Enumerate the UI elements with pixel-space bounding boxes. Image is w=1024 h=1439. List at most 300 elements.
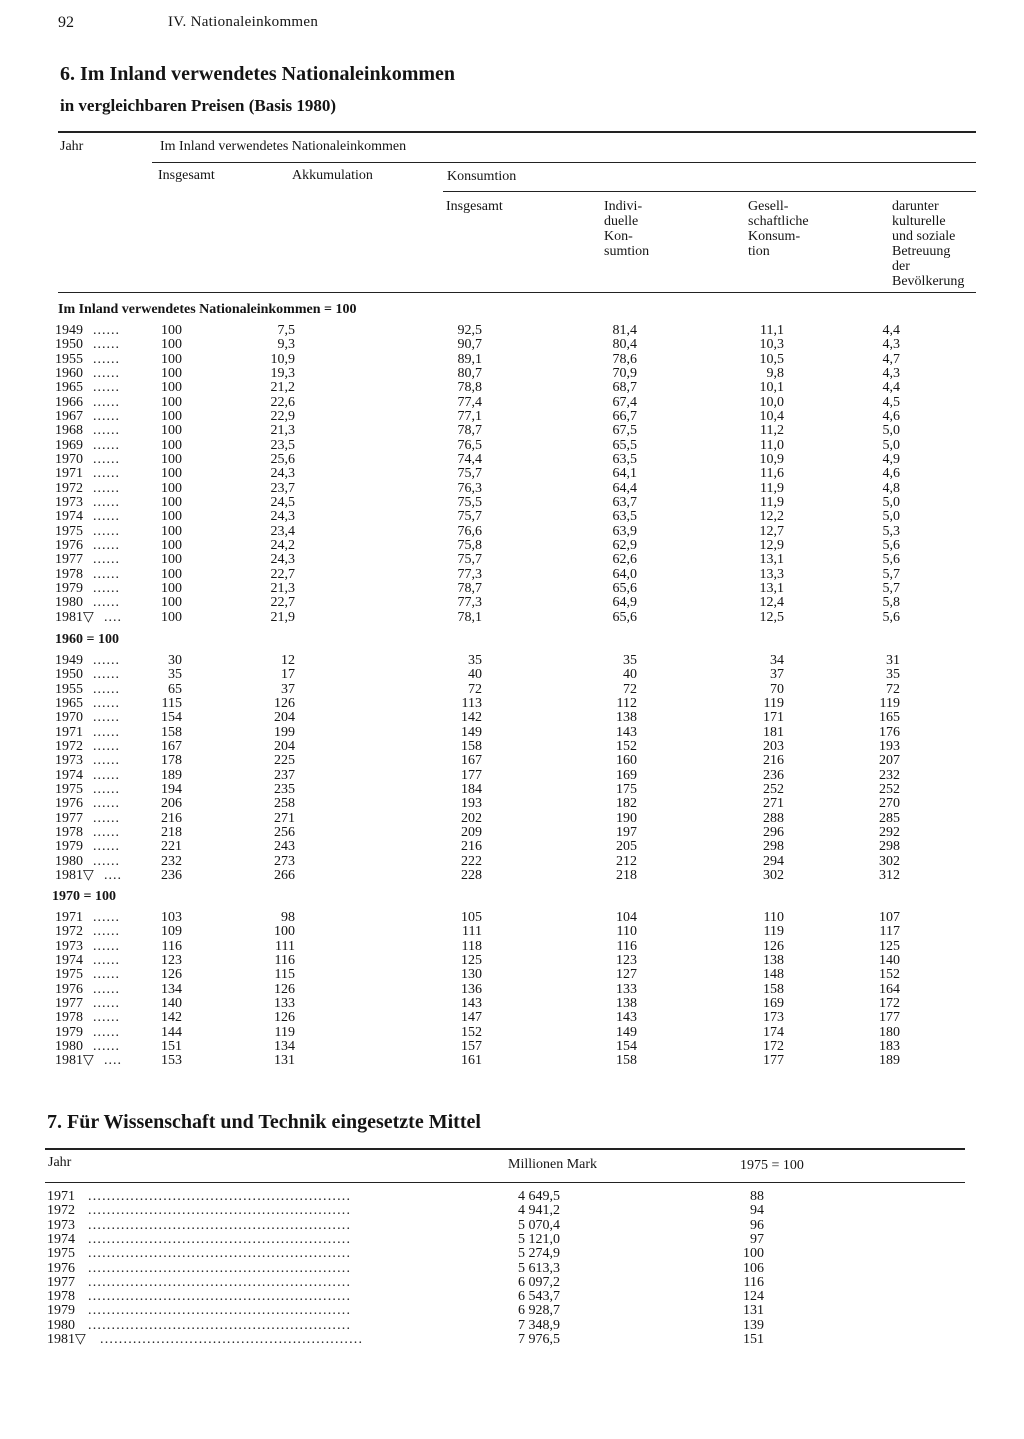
leader-dots: ........................................................ bbox=[88, 1275, 352, 1290]
darunter-cell: 5,0 bbox=[882, 509, 900, 525]
year-cell: 1960 bbox=[55, 365, 83, 381]
akkumulation-cell: 24,2 bbox=[270, 537, 295, 553]
gesellschaftliche-cell: 126 bbox=[763, 938, 784, 954]
year-cell: 1972 bbox=[55, 480, 83, 496]
leader-dots: ........................................................ bbox=[88, 1204, 352, 1219]
leader-dots: ........................................................ bbox=[88, 1232, 352, 1247]
header-darunter: darunter kulturelle und soziale Betreuung der Bevölkerung bbox=[892, 199, 965, 289]
insgesamt-cell: 100 bbox=[161, 552, 182, 568]
darunter-cell: 107 bbox=[879, 910, 900, 925]
index-cell: 124 bbox=[743, 1289, 764, 1305]
darunter-cell: 4,6 bbox=[882, 408, 900, 424]
gesellschaftliche-cell: 302 bbox=[763, 867, 784, 883]
akkumulation-cell: 23,7 bbox=[270, 480, 295, 496]
insgesamt-cell: 178 bbox=[161, 753, 182, 769]
konsumtion-insgesamt-cell: 40 bbox=[468, 667, 482, 683]
akkumulation-cell: 237 bbox=[274, 767, 295, 783]
darunter-cell: 5,7 bbox=[882, 580, 900, 596]
table-row bbox=[0, 783, 1024, 797]
leader-dots: ...... bbox=[93, 952, 120, 968]
konsumtion-insgesamt-cell: 143 bbox=[461, 995, 482, 1011]
year-cell: 1974 bbox=[55, 767, 83, 783]
insgesamt-cell: 134 bbox=[161, 981, 182, 997]
gesellschaftliche-cell: 174 bbox=[763, 1024, 784, 1040]
gesellschaftliche-cell: 148 bbox=[763, 967, 784, 983]
leader-dots: ...... bbox=[93, 365, 120, 381]
akkumulation-cell: 98 bbox=[281, 910, 295, 925]
table-row bbox=[0, 467, 1024, 481]
year-cell: 1965 bbox=[55, 380, 83, 396]
darunter-cell: 165 bbox=[879, 710, 900, 726]
darunter-cell: 119 bbox=[879, 695, 900, 711]
millionen-mark-cell: 5 613,3 bbox=[518, 1260, 560, 1276]
leader-dots: ........................................................ bbox=[88, 1247, 352, 1262]
leader-dots: ...... bbox=[93, 566, 120, 582]
index-cell: 116 bbox=[743, 1274, 764, 1290]
leader-dots: ........................................................ bbox=[88, 1290, 352, 1305]
header-jahr: Jahr bbox=[60, 139, 84, 154]
year-cell: 1980 bbox=[47, 1317, 75, 1333]
year-cell: 1978 bbox=[55, 824, 83, 840]
insgesamt-cell: 100 bbox=[161, 408, 182, 424]
leader-dots: ...... bbox=[93, 595, 120, 611]
gesellschaftliche-cell: 11,2 bbox=[760, 423, 784, 439]
akkumulation-cell: 119 bbox=[274, 1024, 295, 1040]
darunter-cell: 5,6 bbox=[882, 609, 900, 625]
gesellschaftliche-cell: 13,1 bbox=[759, 552, 784, 568]
konsumtion-insgesamt-cell: 157 bbox=[461, 1038, 482, 1054]
year-cell: 1980 bbox=[55, 1038, 83, 1054]
akkumulation-cell: 116 bbox=[274, 952, 295, 968]
insgesamt-cell: 158 bbox=[161, 724, 182, 740]
individuelle-cell: 78,6 bbox=[612, 351, 637, 367]
darunter-cell: 4,6 bbox=[882, 466, 900, 482]
individuelle-cell: 218 bbox=[616, 867, 637, 883]
konsumtion-insgesamt-cell: 136 bbox=[461, 981, 482, 997]
leader-dots: ...... bbox=[93, 710, 120, 726]
insgesamt-cell: 123 bbox=[161, 952, 182, 968]
akkumulation-cell: 199 bbox=[274, 724, 295, 740]
table-row bbox=[0, 1290, 1024, 1304]
individuelle-cell: 182 bbox=[616, 796, 637, 812]
individuelle-cell: 205 bbox=[616, 839, 637, 855]
section-label: 1970 = 100 bbox=[52, 889, 116, 904]
konsumtion-insgesamt-cell: 177 bbox=[461, 767, 482, 783]
darunter-cell: 5,0 bbox=[882, 423, 900, 439]
gesellschaftliche-cell: 34 bbox=[770, 653, 784, 668]
gesellschaftliche-cell: 177 bbox=[763, 1053, 784, 1069]
darunter-cell: 164 bbox=[879, 981, 900, 997]
leader-dots: ...... bbox=[93, 408, 120, 424]
individuelle-cell: 143 bbox=[616, 724, 637, 740]
insgesamt-cell: 218 bbox=[161, 824, 182, 840]
leader-dots: ...... bbox=[93, 437, 120, 453]
year-cell: 1971 bbox=[47, 1189, 75, 1204]
konsumtion-insgesamt-cell: 80,7 bbox=[457, 365, 482, 381]
table-row bbox=[0, 439, 1024, 453]
akkumulation-cell: 133 bbox=[274, 995, 295, 1011]
gesellschaftliche-cell: 13,3 bbox=[759, 566, 784, 582]
darunter-cell: 5,7 bbox=[882, 566, 900, 582]
year-cell: 1979 bbox=[55, 839, 83, 855]
page-number: 92 bbox=[58, 14, 74, 31]
leader-dots: ...... bbox=[93, 767, 120, 783]
individuelle-cell: 116 bbox=[616, 938, 637, 954]
table-row bbox=[0, 525, 1024, 539]
akkumulation-cell: 21,3 bbox=[270, 423, 295, 439]
year-cell: 1974 bbox=[55, 509, 83, 525]
akkumulation-cell: 126 bbox=[274, 1010, 295, 1026]
header-konsumtion-insgesamt: Insgesamt bbox=[446, 199, 503, 214]
year-cell: 1980 bbox=[55, 853, 83, 869]
leader-dots: ...... bbox=[93, 724, 120, 740]
individuelle-cell: 175 bbox=[616, 781, 637, 797]
konsumtion-insgesamt-cell: 77,3 bbox=[457, 595, 482, 611]
year-cell: 1977 bbox=[47, 1274, 75, 1290]
darunter-cell: 5,6 bbox=[882, 537, 900, 553]
akkumulation-cell: 235 bbox=[274, 781, 295, 797]
darunter-cell: 4,4 bbox=[882, 380, 900, 396]
individuelle-cell: 127 bbox=[616, 967, 637, 983]
index-cell: 151 bbox=[743, 1332, 764, 1347]
gesellschaftliche-cell: 10,3 bbox=[759, 337, 784, 353]
individuelle-cell: 63,7 bbox=[612, 494, 637, 510]
insgesamt-cell: 100 bbox=[161, 365, 182, 381]
darunter-cell: 189 bbox=[879, 1053, 900, 1069]
darunter-cell: 140 bbox=[879, 952, 900, 968]
table7-header-index: 1975 = 100 bbox=[740, 1158, 804, 1173]
table7-title: 7. Für Wissenschaft und Technik eingesetzte Mittel bbox=[47, 1111, 481, 1133]
gesellschaftliche-cell: 172 bbox=[763, 1038, 784, 1054]
leader-dots: ...... bbox=[93, 667, 120, 683]
akkumulation-cell: 115 bbox=[274, 967, 295, 983]
insgesamt-cell: 100 bbox=[161, 323, 182, 338]
table-row bbox=[0, 381, 1024, 395]
individuelle-cell: 154 bbox=[616, 1038, 637, 1054]
year-cell: 1975 bbox=[55, 781, 83, 797]
darunter-cell: 152 bbox=[879, 967, 900, 983]
insgesamt-cell: 100 bbox=[161, 509, 182, 525]
insgesamt-cell: 100 bbox=[161, 423, 182, 439]
akkumulation-cell: 22,7 bbox=[270, 595, 295, 611]
individuelle-cell: 67,4 bbox=[612, 394, 637, 410]
table6-top-rule bbox=[58, 131, 976, 133]
year-cell: 1955 bbox=[55, 351, 83, 367]
table-row bbox=[0, 911, 1024, 925]
year-cell: 1976 bbox=[55, 537, 83, 553]
darunter-cell: 270 bbox=[879, 796, 900, 812]
individuelle-cell: 64,9 bbox=[612, 595, 637, 611]
year-cell: 1976 bbox=[55, 981, 83, 997]
year-cell: 1950 bbox=[55, 337, 83, 353]
individuelle-cell: 65,6 bbox=[612, 580, 637, 596]
table-row bbox=[0, 954, 1024, 968]
konsumtion-insgesamt-cell: 202 bbox=[461, 810, 482, 826]
individuelle-cell: 65,6 bbox=[612, 609, 637, 625]
leader-dots: ...... bbox=[93, 323, 120, 338]
table-row bbox=[0, 324, 1024, 338]
table-row bbox=[0, 1026, 1024, 1040]
insgesamt-cell: 100 bbox=[161, 394, 182, 410]
table-row bbox=[0, 1040, 1024, 1054]
akkumulation-cell: 10,9 bbox=[270, 351, 295, 367]
konsumtion-insgesamt-cell: 222 bbox=[461, 853, 482, 869]
konsumtion-insgesamt-cell: 167 bbox=[461, 753, 482, 769]
leader-dots: ...... bbox=[93, 1024, 120, 1040]
leader-dots: .... bbox=[104, 1053, 122, 1069]
leader-dots: ...... bbox=[93, 466, 120, 482]
table-row bbox=[0, 1333, 1024, 1347]
konsumtion-insgesamt-cell: 77,3 bbox=[457, 566, 482, 582]
konsumtion-insgesamt-cell: 74,4 bbox=[457, 451, 482, 467]
darunter-cell: 172 bbox=[879, 995, 900, 1011]
year-cell: 1970 bbox=[55, 710, 83, 726]
akkumulation-cell: 17 bbox=[281, 667, 295, 683]
year-cell: 1974 bbox=[47, 1231, 75, 1247]
darunter-cell: 285 bbox=[879, 810, 900, 826]
individuelle-cell: 138 bbox=[616, 995, 637, 1011]
konsumtion-insgesamt-cell: 75,7 bbox=[457, 552, 482, 568]
darunter-cell: 207 bbox=[879, 753, 900, 769]
year-cell: 1950 bbox=[55, 667, 83, 683]
table-row bbox=[0, 1219, 1024, 1233]
individuelle-cell: 112 bbox=[616, 695, 637, 711]
table-row bbox=[0, 740, 1024, 754]
individuelle-cell: 35 bbox=[623, 653, 637, 668]
konsumtion-insgesamt-cell: 75,5 bbox=[457, 494, 482, 510]
section-label: Im Inland verwendetes Nationaleinkommen = 100 bbox=[58, 302, 357, 317]
konsumtion-insgesamt-cell: 147 bbox=[461, 1010, 482, 1026]
insgesamt-cell: 100 bbox=[161, 537, 182, 553]
insgesamt-cell: 236 bbox=[161, 867, 182, 883]
table6-group-rule bbox=[152, 162, 976, 163]
insgesamt-cell: 100 bbox=[161, 566, 182, 582]
individuelle-cell: 143 bbox=[616, 1010, 637, 1026]
leader-dots: ........................................................ bbox=[88, 1304, 352, 1319]
insgesamt-cell: 65 bbox=[168, 681, 182, 697]
leader-dots: ...... bbox=[93, 451, 120, 467]
akkumulation-cell: 22,7 bbox=[270, 566, 295, 582]
konsumtion-insgesamt-cell: 184 bbox=[461, 781, 482, 797]
year-cell: 1949 bbox=[55, 323, 83, 338]
akkumulation-cell: 258 bbox=[274, 796, 295, 812]
table-row bbox=[0, 697, 1024, 711]
table-row bbox=[0, 553, 1024, 567]
individuelle-cell: 63,5 bbox=[612, 451, 637, 467]
akkumulation-cell: 204 bbox=[274, 738, 295, 754]
year-cell: 1972 bbox=[55, 924, 83, 940]
konsumtion-insgesamt-cell: 77,1 bbox=[457, 408, 482, 424]
gesellschaftliche-cell: 110 bbox=[763, 910, 784, 925]
darunter-cell: 176 bbox=[879, 724, 900, 740]
table-row bbox=[0, 769, 1024, 783]
index-cell: 88 bbox=[750, 1189, 764, 1204]
header-akkumulation: Akkumulation bbox=[292, 168, 373, 183]
akkumulation-cell: 37 bbox=[281, 681, 295, 697]
leader-dots: ...... bbox=[93, 810, 120, 826]
individuelle-cell: 65,5 bbox=[612, 437, 637, 453]
konsumtion-insgesamt-cell: 78,8 bbox=[457, 380, 482, 396]
darunter-cell: 180 bbox=[879, 1024, 900, 1040]
millionen-mark-cell: 5 121,0 bbox=[518, 1231, 560, 1247]
gesellschaftliche-cell: 119 bbox=[763, 924, 784, 940]
akkumulation-cell: 134 bbox=[274, 1038, 295, 1054]
gesellschaftliche-cell: 203 bbox=[763, 738, 784, 754]
millionen-mark-cell: 5 070,4 bbox=[518, 1217, 560, 1233]
leader-dots: ...... bbox=[93, 924, 120, 940]
darunter-cell: 31 bbox=[886, 653, 900, 668]
insgesamt-cell: 100 bbox=[161, 380, 182, 396]
gesellschaftliche-cell: 10,4 bbox=[759, 408, 784, 424]
individuelle-cell: 62,6 bbox=[612, 552, 637, 568]
year-cell: 1980 bbox=[55, 595, 83, 611]
year-cell: 1977 bbox=[55, 552, 83, 568]
akkumulation-cell: 21,9 bbox=[270, 609, 295, 625]
year-cell: 1981▽ bbox=[55, 609, 94, 625]
darunter-cell: 177 bbox=[879, 1010, 900, 1026]
header-group: Im Inland verwendetes Nationaleinkommen bbox=[160, 139, 407, 154]
leader-dots: ...... bbox=[93, 781, 120, 797]
konsumtion-insgesamt-cell: 72 bbox=[468, 681, 482, 697]
year-cell: 1966 bbox=[55, 394, 83, 410]
year-cell: 1977 bbox=[55, 810, 83, 826]
table-row bbox=[0, 568, 1024, 582]
year-cell: 1949 bbox=[55, 653, 83, 668]
darunter-cell: 298 bbox=[879, 839, 900, 855]
table-row bbox=[0, 353, 1024, 367]
insgesamt-cell: 194 bbox=[161, 781, 182, 797]
year-cell: 1972 bbox=[55, 738, 83, 754]
year-cell: 1971 bbox=[55, 724, 83, 740]
leader-dots: ...... bbox=[93, 981, 120, 997]
index-cell: 106 bbox=[743, 1260, 764, 1276]
table-row bbox=[0, 1054, 1024, 1068]
darunter-cell: 117 bbox=[879, 924, 900, 940]
gesellschaftliche-cell: 271 bbox=[763, 796, 784, 812]
table6-konsumtion-rule bbox=[443, 191, 976, 192]
darunter-cell: 5,8 bbox=[882, 595, 900, 611]
konsumtion-insgesamt-cell: 89,1 bbox=[457, 351, 482, 367]
akkumulation-cell: 12 bbox=[281, 653, 295, 668]
akkumulation-cell: 111 bbox=[275, 938, 295, 954]
akkumulation-cell: 271 bbox=[274, 810, 295, 826]
leader-dots: ........................................................ bbox=[88, 1318, 352, 1333]
konsumtion-insgesamt-cell: 76,3 bbox=[457, 480, 482, 496]
insgesamt-cell: 103 bbox=[161, 910, 182, 925]
table-row bbox=[0, 410, 1024, 424]
konsumtion-insgesamt-cell: 158 bbox=[461, 738, 482, 754]
leader-dots: ...... bbox=[93, 824, 120, 840]
gesellschaftliche-cell: 12,4 bbox=[759, 595, 784, 611]
gesellschaftliche-cell: 10,0 bbox=[759, 394, 784, 410]
individuelle-cell: 68,7 bbox=[612, 380, 637, 396]
konsumtion-insgesamt-cell: 152 bbox=[461, 1024, 482, 1040]
gesellschaftliche-cell: 12,5 bbox=[759, 609, 784, 625]
year-cell: 1973 bbox=[55, 938, 83, 954]
millionen-mark-cell: 5 274,9 bbox=[518, 1246, 560, 1262]
konsumtion-insgesamt-cell: 75,7 bbox=[457, 466, 482, 482]
insgesamt-cell: 216 bbox=[161, 810, 182, 826]
darunter-cell: 183 bbox=[879, 1038, 900, 1054]
gesellschaftliche-cell: 37 bbox=[770, 667, 784, 683]
table-row bbox=[0, 396, 1024, 410]
leader-dots: ...... bbox=[93, 351, 120, 367]
year-cell: 1979 bbox=[47, 1303, 75, 1319]
insgesamt-cell: 100 bbox=[161, 451, 182, 467]
individuelle-cell: 80,4 bbox=[612, 337, 637, 353]
darunter-cell: 4,8 bbox=[882, 480, 900, 496]
darunter-cell: 193 bbox=[879, 738, 900, 754]
akkumulation-cell: 21,3 bbox=[270, 580, 295, 596]
insgesamt-cell: 115 bbox=[161, 695, 182, 711]
darunter-cell: 4,9 bbox=[882, 451, 900, 467]
table-row bbox=[0, 596, 1024, 610]
individuelle-cell: 158 bbox=[616, 1053, 637, 1069]
millionen-mark-cell: 7 348,9 bbox=[518, 1317, 560, 1333]
table-row bbox=[0, 997, 1024, 1011]
akkumulation-cell: 25,6 bbox=[270, 451, 295, 467]
gesellschaftliche-cell: 216 bbox=[763, 753, 784, 769]
insgesamt-cell: 126 bbox=[161, 967, 182, 983]
table-row bbox=[0, 1204, 1024, 1218]
konsumtion-insgesamt-cell: 77,4 bbox=[457, 394, 482, 410]
individuelle-cell: 110 bbox=[616, 924, 637, 940]
leader-dots: ...... bbox=[93, 580, 120, 596]
gesellschaftliche-cell: 181 bbox=[763, 724, 784, 740]
darunter-cell: 4,4 bbox=[882, 323, 900, 338]
individuelle-cell: 40 bbox=[623, 667, 637, 683]
table-row bbox=[0, 797, 1024, 811]
gesellschaftliche-cell: 252 bbox=[763, 781, 784, 797]
header-insgesamt: Insgesamt bbox=[158, 168, 215, 183]
year-cell: 1971 bbox=[55, 910, 83, 925]
table7-header-mio: Millionen Mark bbox=[508, 1157, 598, 1172]
individuelle-cell: 66,7 bbox=[612, 408, 637, 424]
insgesamt-cell: 189 bbox=[161, 767, 182, 783]
gesellschaftliche-cell: 119 bbox=[763, 695, 784, 711]
akkumulation-cell: 273 bbox=[274, 853, 295, 869]
individuelle-cell: 81,4 bbox=[612, 323, 637, 338]
insgesamt-cell: 142 bbox=[161, 1010, 182, 1026]
gesellschaftliche-cell: 11,0 bbox=[760, 437, 784, 453]
individuelle-cell: 169 bbox=[616, 767, 637, 783]
index-cell: 139 bbox=[743, 1317, 764, 1333]
year-cell: 1965 bbox=[55, 695, 83, 711]
gesellschaftliche-cell: 10,1 bbox=[759, 380, 784, 396]
year-cell: 1981▽ bbox=[55, 1053, 94, 1069]
konsumtion-insgesamt-cell: 228 bbox=[461, 867, 482, 883]
year-cell: 1970 bbox=[55, 451, 83, 467]
individuelle-cell: 104 bbox=[616, 910, 637, 925]
insgesamt-cell: 221 bbox=[161, 839, 182, 855]
leader-dots: ...... bbox=[93, 380, 120, 396]
individuelle-cell: 152 bbox=[616, 738, 637, 754]
table-row bbox=[0, 1247, 1024, 1261]
running-head: IV. Nationaleinkommen bbox=[168, 14, 319, 30]
year-cell: 1975 bbox=[47, 1246, 75, 1262]
gesellschaftliche-cell: 11,9 bbox=[760, 494, 784, 510]
table-row bbox=[0, 367, 1024, 381]
leader-dots: ...... bbox=[93, 967, 120, 983]
insgesamt-cell: 100 bbox=[161, 480, 182, 496]
konsumtion-insgesamt-cell: 118 bbox=[461, 938, 482, 954]
table7-top-rule bbox=[45, 1148, 965, 1150]
leader-dots: ...... bbox=[93, 494, 120, 510]
year-cell: 1978 bbox=[47, 1289, 75, 1305]
konsumtion-insgesamt-cell: 142 bbox=[461, 710, 482, 726]
table-row bbox=[0, 424, 1024, 438]
insgesamt-cell: 116 bbox=[161, 938, 182, 954]
